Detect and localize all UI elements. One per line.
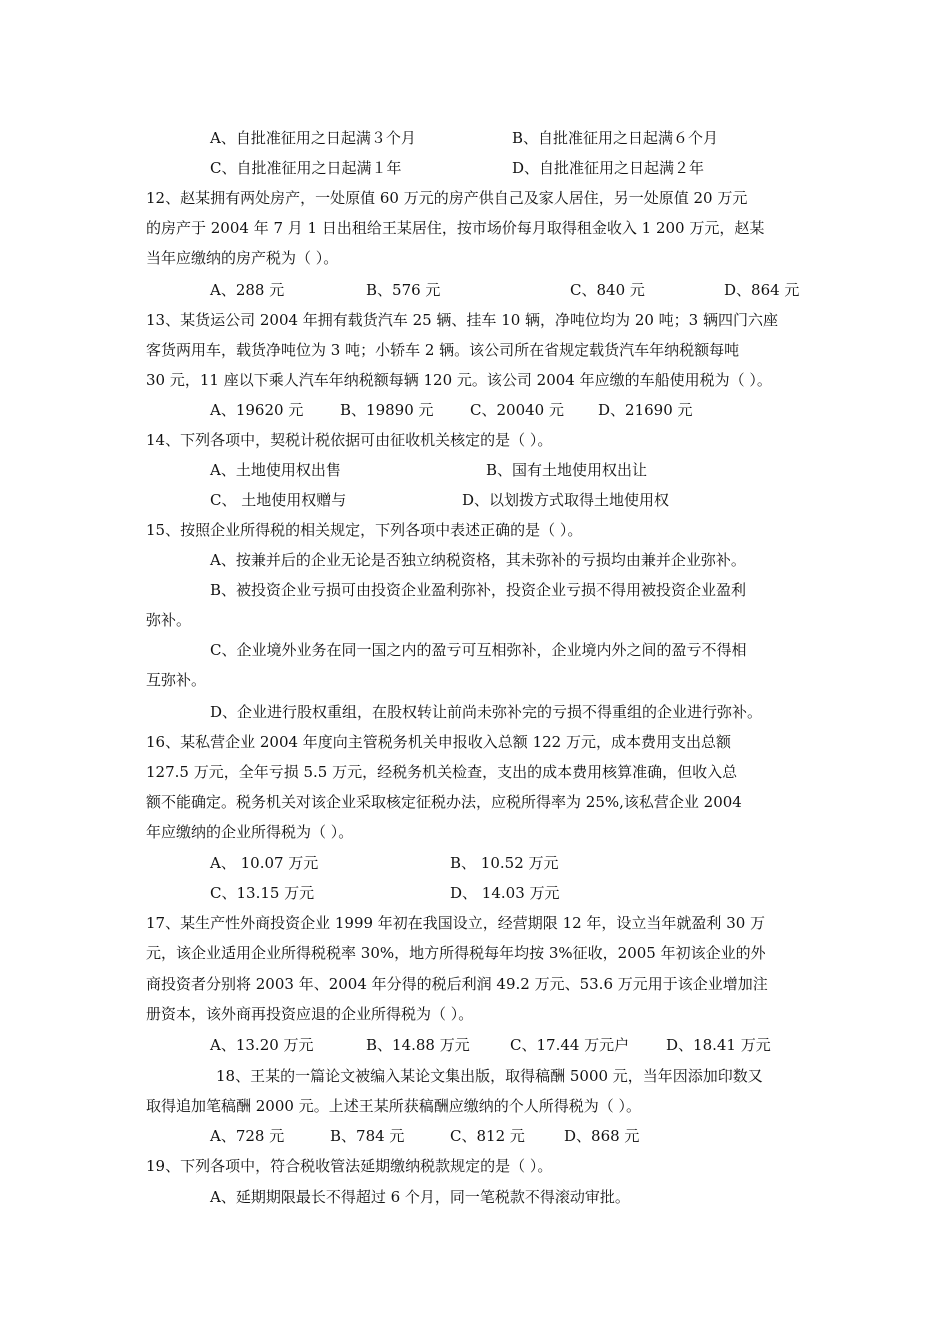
q17-option-c: C、17.44 万元户 bbox=[510, 1036, 630, 1054]
q19-text-line: 19、下列各项中，符合税收管法延期缴纳税款规定的是（ ）。 bbox=[146, 1157, 553, 1175]
q17-text-line: 17、某生产性外商投资企业 1999 年初在我国设立，经营期限 12 年，设立当年就盈利 30 万 bbox=[146, 914, 766, 932]
q15-option-a: A、按兼并后的企业无论是否独立纳税资格，其未弥补的亏损均由兼并企业弥补。 bbox=[210, 551, 746, 569]
q11-option-a: A、自批准征用之日起满３个月 bbox=[210, 129, 416, 147]
q16-text-line: 16、某私营企业 2004 年度向主管税务机关申报收入总额 122 万元，成本费用支出总额 bbox=[146, 733, 731, 751]
q17-option-b: B、14.88 万元 bbox=[366, 1036, 470, 1054]
q17-text-line: 商投资者分别将 2003 年、2004 年分得的税后利润 49.2 万元、53.6 万元用于该企业增加注 bbox=[146, 975, 768, 993]
q15-option-c: C、企业境外业务在同一国之内的盈亏可互相弥补，企业境内外之间的盈亏不得相 bbox=[210, 641, 747, 659]
q12-option-a: A、288 元 bbox=[210, 281, 285, 299]
q13-text-line: 30 元，11 座以下乘人汽车年纳税额每辆 120 元。该公司 2004 年应缴的车船使用税为（ ）。 bbox=[146, 371, 772, 389]
q17-text-line: 册资本，该外商再投资应退的企业所得税为（ ）。 bbox=[146, 1005, 474, 1023]
q12-option-b: B、576 元 bbox=[366, 281, 441, 299]
q14-option-d: D、以划拨方式取得土地使用权 bbox=[462, 491, 670, 509]
q15-option-d: D、企业进行股权重组，在股权转让前尚未弥补完的亏损不得重组的企业进行弥补。 bbox=[210, 703, 763, 721]
q11-option-b: B、自批准征用之日起满６个月 bbox=[512, 129, 719, 147]
q15-option-b-cont: 弥补。 bbox=[146, 611, 192, 629]
q12-text-line: 的房产于 2004 年 7 月 1 日出租给王某居住，按市场价每月取得租金收入 1 200 万元，赵某 bbox=[146, 219, 765, 237]
q18-option-d: D、868 元 bbox=[564, 1127, 640, 1145]
q15-text-line: 15、按照企业所得税的相关规定，下列各项中表述正确的是（ ）。 bbox=[146, 521, 583, 539]
q14-option-a: A、土地使用权出售 bbox=[210, 461, 341, 479]
q13-option-a: A、19620 元 bbox=[210, 401, 304, 419]
q16-text-line: 127.5 万元，全年亏损 5.5 万元，经税务机关检查，支出的成本费用核算准确，但收入总 bbox=[146, 763, 738, 781]
q18-option-c: C、812 元 bbox=[450, 1127, 525, 1145]
q13-text-line: 客货两用车，载货净吨位为 3 吨；小轿车 2 辆。该公司所在省规定载货汽车年纳税额每吨 bbox=[146, 341, 740, 359]
q17-option-a: A、13.20 万元 bbox=[210, 1036, 314, 1054]
q11-option-c: C、自批准征用之日起满１年 bbox=[210, 159, 402, 177]
q12-option-c: C、840 元 bbox=[570, 281, 645, 299]
q14-option-b: B、国有土地使用权出让 bbox=[486, 461, 648, 479]
q16-option-a: A、 10.07 万元 bbox=[210, 854, 319, 872]
q18-text-line: 取得追加笔稿酬 2000 元。上述王某所获稿酬应缴纳的个人所得税为（ ）。 bbox=[146, 1097, 641, 1115]
q13-option-d: D、21690 元 bbox=[598, 401, 693, 419]
q14-option-c: C、 土地使用权赠与 bbox=[210, 491, 347, 509]
q13-option-b: B、19890 元 bbox=[340, 401, 434, 419]
q14-text-line: 14、下列各项中，契税计税依据可由征收机关核定的是（ ）。 bbox=[146, 431, 553, 449]
q12-text-line: 12、赵某拥有两处房产，一处原值 60 万元的房产供自己及家人居住，另一处原值 20 万元 bbox=[146, 189, 748, 207]
q18-option-b: B、784 元 bbox=[330, 1127, 405, 1145]
q16-text-line: 额不能确定。税务机关对该企业采取核定征税办法，应税所得率为 25%,该私营企业 2004 bbox=[146, 793, 742, 811]
q18-option-a: A、728 元 bbox=[210, 1127, 285, 1145]
q18-text-line: 18、王某的一篇论文被编入某论文集出版，取得稿酬 5000 元，当年因添加印数又 bbox=[216, 1067, 763, 1085]
q15-option-c-cont: 互弥补。 bbox=[146, 671, 207, 689]
q13-option-c: C、20040 元 bbox=[470, 401, 564, 419]
q16-option-b: B、 10.52 万元 bbox=[450, 854, 559, 872]
q17-text-line: 元，该企业适用企业所得税税率 30%，地方所得税每年均按 3%征收，2005 年初该企业的外 bbox=[146, 944, 766, 962]
q13-text-line: 13、某货运公司 2004 年拥有载货汽车 25 辆、挂车 10 辆，净吨位均为 20 吨；3 辆四门六座 bbox=[146, 311, 778, 329]
q16-text-line: 年应缴纳的企业所得税为（ ）。 bbox=[146, 823, 354, 841]
q19-option-a: A、延期期限最长不得超过 6 个月，同一笔税款不得滚动审批。 bbox=[210, 1188, 630, 1206]
q15-option-b: B、被投资企业亏损可由投资企业盈利弥补，投资企业亏损不得用被投资企业盈利 bbox=[210, 581, 747, 599]
q12-text-line: 当年应缴纳的房产税为（ ）。 bbox=[146, 249, 339, 267]
q16-option-c: C、13.15 万元 bbox=[210, 884, 315, 902]
q11-option-d: D、自批准征用之日起满２年 bbox=[512, 159, 705, 177]
q17-option-d: D、18.41 万元 bbox=[666, 1036, 771, 1054]
q16-option-d: D、 14.03 万元 bbox=[450, 884, 560, 902]
q12-option-d: D、864 元 bbox=[724, 281, 800, 299]
